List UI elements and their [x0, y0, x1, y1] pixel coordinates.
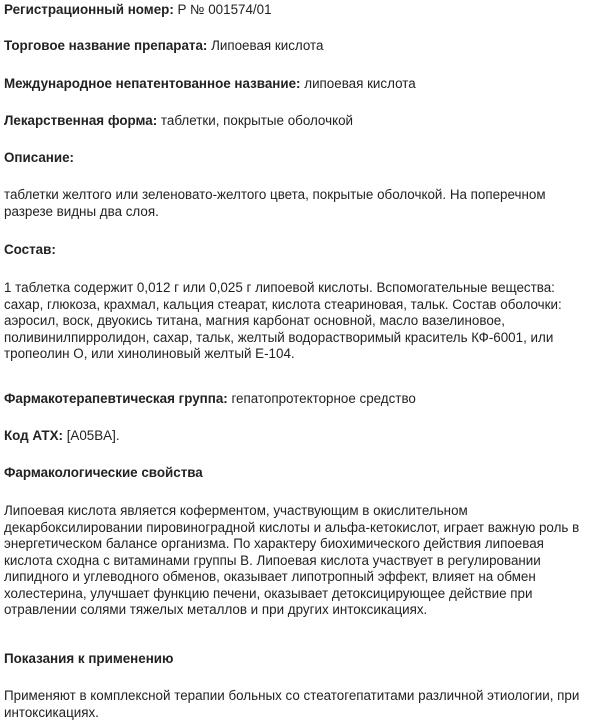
- dosage-form-line: [4, 113, 596, 130]
- atc-code-label: Код АТХ:: [4, 428, 63, 443]
- registration-number-value: Р № 001574/01: [173, 2, 272, 17]
- composition-heading: Состав:: [4, 242, 56, 257]
- indications-heading: Показания к применению: [4, 651, 174, 666]
- atc-code-value: [A05BA].: [62, 428, 120, 443]
- indications-text: Применяют в комплексной терапии больных со стеатогепатитами различной этиологии, при интоксикациях.: [4, 688, 580, 720]
- description-text: таблетки желтого или зеленовато-желтого цвета, покрытые оболочкой. На поперечном разрезе видны два слоя.: [4, 187, 546, 219]
- pharm-group-value: гепатопротекторное средство: [227, 391, 416, 406]
- inn-label: Международное непатентованное название:: [4, 76, 301, 91]
- dosage-form-value: таблетки, покрытые оболочкой: [157, 113, 354, 128]
- registration-number-line: [4, 2, 596, 19]
- atc-code-line: [4, 428, 596, 445]
- trade-name-label: Торговое название препарата:: [4, 38, 208, 53]
- description-heading: Описание:: [4, 150, 75, 165]
- inn-line: [4, 76, 596, 93]
- inn-value: липоевая кислота: [300, 76, 416, 91]
- dosage-form-label: Лекарственная форма:: [4, 113, 158, 128]
- properties-heading: Фармакологические свойства: [4, 465, 203, 480]
- pharm-group-label: Фармакотерапевтическая группа:: [4, 391, 228, 406]
- pharm-group-line: [4, 391, 596, 408]
- trade-name-value: Липоевая кислота: [207, 38, 324, 53]
- registration-number-label: Регистрационный номер:: [4, 2, 174, 17]
- composition-text: 1 таблетка содержит 0,012 г или 0,025 г липоевой кислоты. Вспомогательные вещества: сахар, глюкоза, крахмал, кальция стеарат, кислота стеариновая, тальк. Состав оболочки: аэросил, воск, двуокись титана, магния карбонат основной, масло вазелиновое, поливинилпирролидон, сахар, тальк, желтый водорастворимый краситель КФ-6001, или тропеолин О, или хинолиновый желтый Е-104.: [4, 280, 562, 361]
- trade-name-line: [4, 38, 596, 55]
- properties-text: Липоевая кислота является коферментом, участвующим в окислительном декарбоксилировании пировиноградной кислоты и альфа-кетокислот, играет важную роль в энергетическом балансе организма. По характеру биохимического действия липоевая кислота сходна с витаминами группы В. Липоевая кислота участвует в регулировании липидного и углеводного обменов, оказывает липотропный эффект, влияет на обмен холестерина, улучшает функцию печени, оказывает детоксицирующее действие при отравлении солями тяжелых металлов и при других интоксикациях.: [4, 503, 580, 617]
